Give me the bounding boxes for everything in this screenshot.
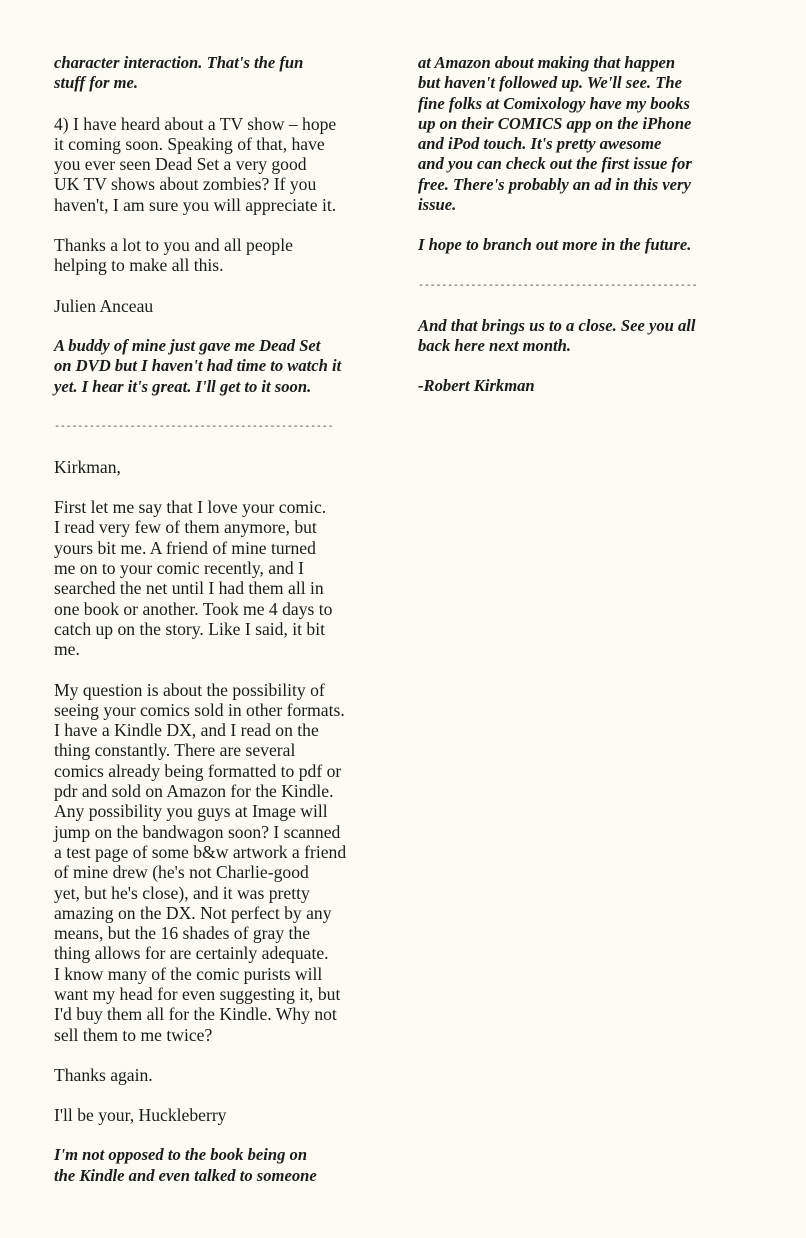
reply-paragraph: I'm not opposed to the book being on the Kindle and even talked to someone (54, 1145, 317, 1185)
right-column (418, 53, 770, 417)
section-divider: ------------------------------------------------ (54, 420, 334, 432)
section-divider: ------------------------------------------------ (418, 279, 698, 291)
closing-paragraph: And that brings us to a close. See you all back here next month. (418, 315, 696, 355)
letter-signature: Julien Anceau (54, 295, 154, 316)
left-column (54, 53, 406, 1206)
letter-signature: I'll be your, Huckleberry (54, 1105, 227, 1126)
letter-paragraph: First let me say that I love your comic. I read very few of them anymore, but yours bit me. A friend of mine turned me on to your comic recently, and I searched the net until I had them all in one book or another. Took me 4 days to catch up on the story. Like I said, it bit me. (54, 497, 333, 660)
letter-paragraph: Thanks a lot to you and all people helping to make all this. (54, 235, 293, 276)
editor-signature: -Robert Kirkman (418, 376, 535, 396)
letter-paragraph: Thanks again. (54, 1064, 153, 1085)
letter-salutation: Kirkman, (54, 456, 121, 477)
reply-paragraph: I hope to branch out more in the future. (418, 235, 692, 255)
letter-paragraph: 4) I have heard about a TV show – hope it coming soon. Speaking of that, have you ever seen Dead Set a very good UK TV shows about zombies? If you haven't, I am sure you will appreciate it. (54, 113, 337, 215)
reply-paragraph: character interaction. That's the fun stuff for me. (54, 53, 304, 93)
reply-paragraph: A buddy of mine just gave me Dead Set on DVD but I haven't had time to watch it yet. I hear it's great. I'll get to it soon. (54, 335, 342, 396)
letter-paragraph: My question is about the possibility of seeing your comics sold in other formats. I have a Kindle DX, and I read on the thing constantly. There are several comics already being formatted to pdf or pdr and sold on Amazon for the Kindle. Any possibility you guys at Image will jump on the bandwagon soon? I scanned a test page of some b&w artwork a friend of mine drew (he's not Charlie-good yet, but he's close), and it was pretty amazing on the DX. Not perfect by any means, but the 16 shades of gray the thing allows for are certainly adequate. I know many of the comic purists will want my head for even suggesting it, but I'd buy them all for the Kindle. Why not sell them to me twice? (54, 679, 347, 1045)
reply-paragraph: at Amazon about making that happen but haven't followed up. We'll see. The fine folks at Comixology have my books up on their COMICS app on the iPhone and iPod touch. It's pretty awesome and you can check out the first issue for free. There's probably an ad in this very issue. (418, 53, 692, 215)
